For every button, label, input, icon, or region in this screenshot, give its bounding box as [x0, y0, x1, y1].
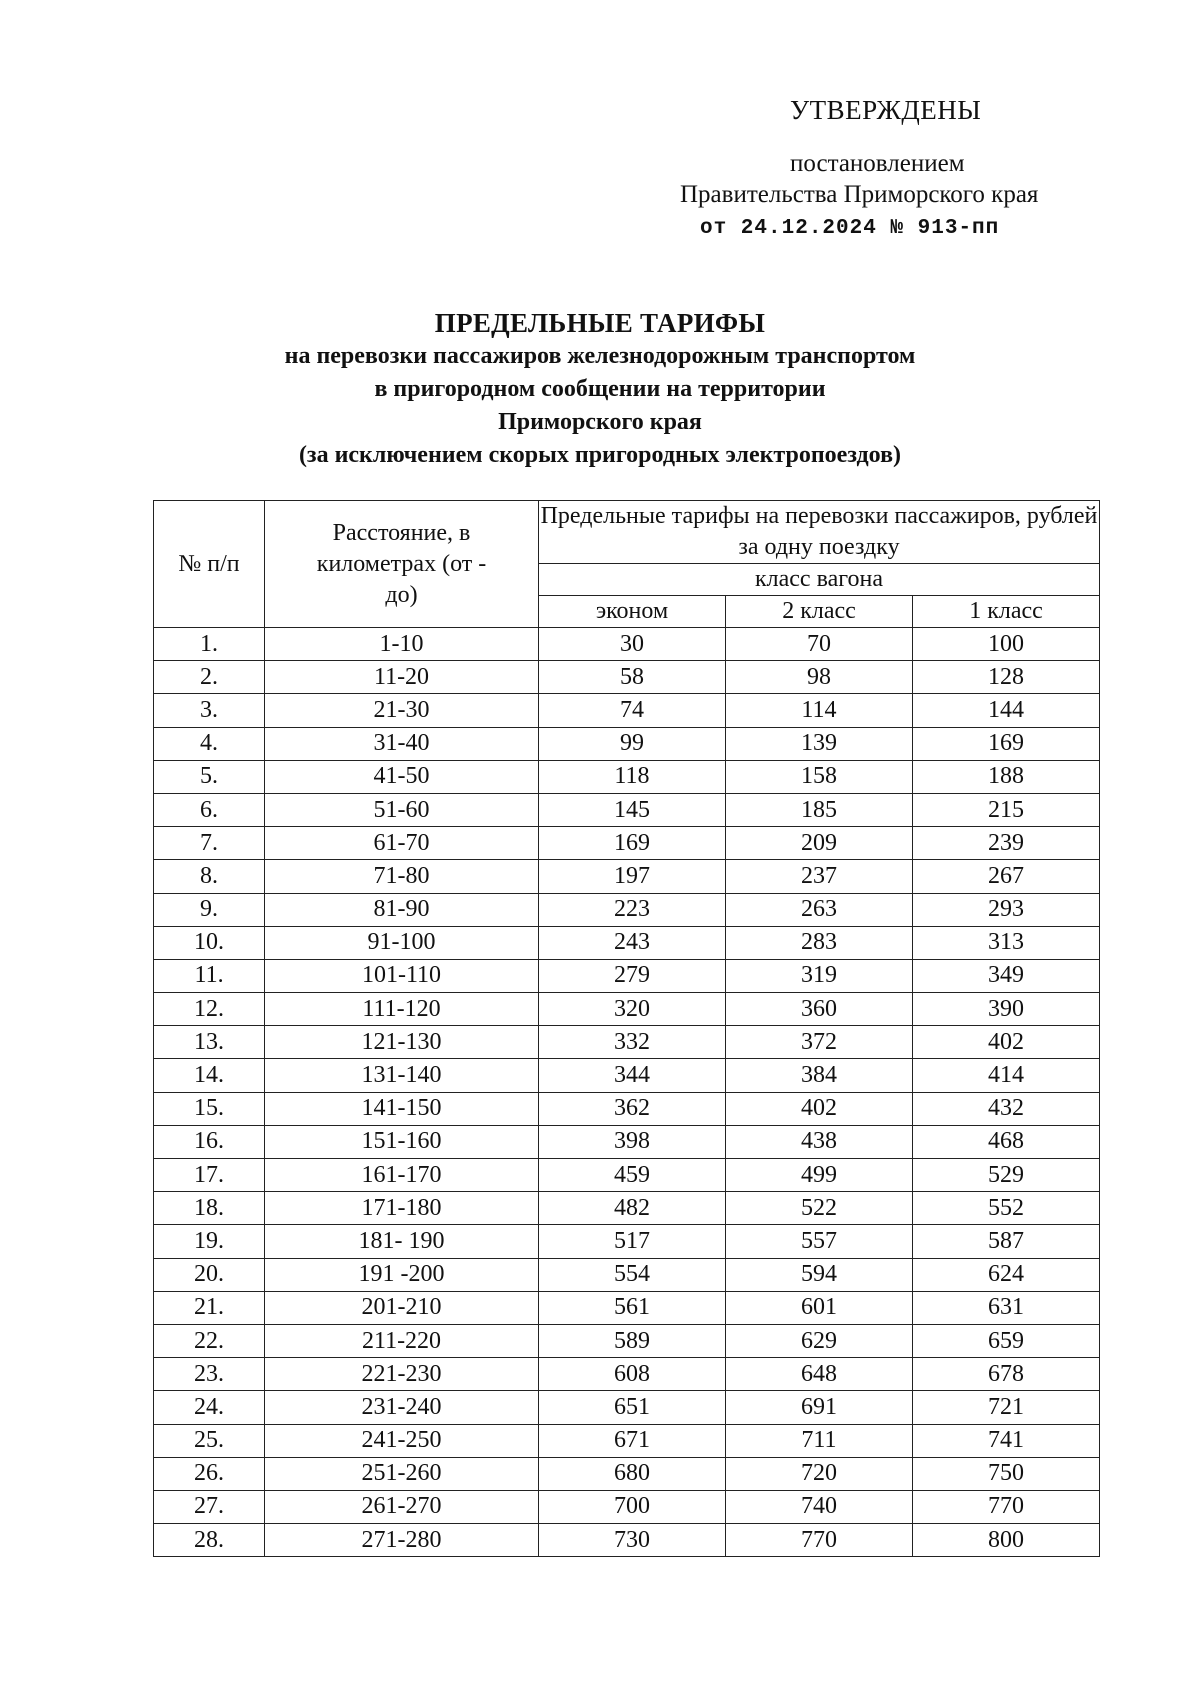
cell-distance: 91-100: [265, 926, 539, 959]
cell-class-1: 631: [912, 1291, 1099, 1324]
cell-econom: 517: [538, 1225, 725, 1258]
cell-class-2: 237: [725, 860, 912, 893]
cell-class-2: 319: [725, 959, 912, 992]
cell-row-number: 9.: [154, 893, 265, 926]
header-distance-text: Расстояние, в километрах (от - до): [316, 519, 487, 608]
cell-class-2: 139: [725, 727, 912, 760]
cell-econom: 362: [538, 1092, 725, 1125]
header-tariff-text: Предельные тарифы на перевозки пассажиров, рублей за одну поездку: [540, 503, 1098, 560]
cell-row-number: 7.: [154, 827, 265, 860]
table-row: [154, 1324, 1100, 1357]
table-row: [154, 1059, 1100, 1092]
cell-distance: 251-260: [265, 1457, 539, 1490]
table-row: [154, 628, 1100, 661]
cell-distance: 81-90: [265, 893, 539, 926]
cell-class-1: 770: [912, 1490, 1099, 1523]
header-class-2: 2 класс: [725, 596, 912, 628]
table-row: [154, 1424, 1100, 1457]
cell-row-number: 23.: [154, 1358, 265, 1391]
header-class-1: 1 класс: [912, 596, 1099, 628]
cell-econom: 651: [538, 1391, 725, 1424]
tariff-table: [153, 500, 1100, 1557]
cell-class-2: 720: [725, 1457, 912, 1490]
cell-distance: 201-210: [265, 1291, 539, 1324]
cell-class-1: 390: [912, 993, 1099, 1026]
cell-class-2: 522: [725, 1192, 912, 1225]
cell-class-1: 313: [912, 926, 1099, 959]
cell-distance: 231-240: [265, 1391, 539, 1424]
cell-class-2: 98: [725, 661, 912, 694]
table-row: [154, 959, 1100, 992]
table-row: [154, 1490, 1100, 1523]
table-row: [154, 1391, 1100, 1424]
table-row: [154, 1358, 1100, 1391]
cell-class-1: 587: [912, 1225, 1099, 1258]
cell-class-2: 499: [725, 1159, 912, 1192]
cell-row-number: 16.: [154, 1125, 265, 1158]
tariff-table-header: [154, 501, 1100, 628]
table-row: [154, 893, 1100, 926]
cell-econom: 671: [538, 1424, 725, 1457]
cell-class-1: 659: [912, 1324, 1099, 1357]
cell-distance: 211-220: [265, 1324, 539, 1357]
cell-class-1: 721: [912, 1391, 1099, 1424]
cell-class-1: 750: [912, 1457, 1099, 1490]
cell-distance: 171-180: [265, 1192, 539, 1225]
table-row: [154, 760, 1100, 793]
cell-distance: 271-280: [265, 1524, 539, 1557]
title-main: ПРЕДЕЛЬНЫЕ ТАРИФЫ: [434, 308, 766, 338]
cell-row-number: 22.: [154, 1324, 265, 1357]
cell-econom: 243: [538, 926, 725, 959]
cell-class-1: 215: [912, 793, 1099, 826]
cell-econom: 332: [538, 1026, 725, 1059]
cell-distance: 151-160: [265, 1125, 539, 1158]
cell-row-number: 12.: [154, 993, 265, 1026]
cell-class-1: 678: [912, 1358, 1099, 1391]
cell-class-2: 283: [725, 926, 912, 959]
cell-distance: 141-150: [265, 1092, 539, 1125]
table-row: [154, 1125, 1100, 1158]
table-row: [154, 694, 1100, 727]
cell-class-2: 711: [725, 1424, 912, 1457]
cell-distance: 41-50: [265, 760, 539, 793]
cell-row-number: 10.: [154, 926, 265, 959]
header-row-number: № п/п: [154, 501, 265, 628]
cell-distance: 121-130: [265, 1026, 539, 1059]
cell-row-number: 4.: [154, 727, 265, 760]
cell-class-1: 128: [912, 661, 1099, 694]
cell-econom: 145: [538, 793, 725, 826]
table-row: [154, 1225, 1100, 1258]
cell-class-2: 158: [725, 760, 912, 793]
cell-row-number: 5.: [154, 760, 265, 793]
cell-row-number: 25.: [154, 1424, 265, 1457]
cell-econom: 197: [538, 860, 725, 893]
tariff-table-body: [154, 628, 1100, 1557]
cell-row-number: 2.: [154, 661, 265, 694]
cell-row-number: 18.: [154, 1192, 265, 1225]
cell-class-2: 601: [725, 1291, 912, 1324]
approval-line-decree-type: постановлением: [790, 150, 965, 177]
cell-class-2: 691: [725, 1391, 912, 1424]
header-tariff: [538, 501, 1099, 564]
cell-econom: 700: [538, 1490, 725, 1523]
cell-econom: 589: [538, 1324, 725, 1357]
cell-class-2: 360: [725, 993, 912, 1026]
cell-class-2: 263: [725, 893, 912, 926]
cell-class-1: 468: [912, 1125, 1099, 1158]
cell-row-number: 6.: [154, 793, 265, 826]
cell-class-1: 349: [912, 959, 1099, 992]
cell-econom: 554: [538, 1258, 725, 1291]
cell-class-2: 648: [725, 1358, 912, 1391]
cell-distance: 71-80: [265, 860, 539, 893]
cell-class-1: 402: [912, 1026, 1099, 1059]
table-row: [154, 1192, 1100, 1225]
cell-class-1: 432: [912, 1092, 1099, 1125]
cell-row-number: 20.: [154, 1258, 265, 1291]
cell-distance: 131-140: [265, 1059, 539, 1092]
cell-econom: 118: [538, 760, 725, 793]
cell-class-2: 740: [725, 1490, 912, 1523]
cell-class-1: 624: [912, 1258, 1099, 1291]
cell-row-number: 21.: [154, 1291, 265, 1324]
cell-row-number: 3.: [154, 694, 265, 727]
cell-econom: 730: [538, 1524, 725, 1557]
cell-class-2: 209: [725, 827, 912, 860]
cell-distance: 31-40: [265, 727, 539, 760]
cell-econom: 58: [538, 661, 725, 694]
cell-econom: 561: [538, 1291, 725, 1324]
cell-row-number: 27.: [154, 1490, 265, 1523]
cell-distance: 21-30: [265, 694, 539, 727]
cell-class-2: 629: [725, 1324, 912, 1357]
title-line: в пригородном сообщении на территории: [374, 376, 826, 402]
cell-class-2: 70: [725, 628, 912, 661]
cell-row-number: 24.: [154, 1391, 265, 1424]
cell-row-number: 8.: [154, 860, 265, 893]
cell-class-1: 293: [912, 893, 1099, 926]
cell-class-1: 552: [912, 1192, 1099, 1225]
cell-econom: 30: [538, 628, 725, 661]
cell-distance: 241-250: [265, 1424, 539, 1457]
cell-econom: 608: [538, 1358, 725, 1391]
cell-class-2: 438: [725, 1125, 912, 1158]
cell-econom: 279: [538, 959, 725, 992]
cell-class-2: 770: [725, 1524, 912, 1557]
document-title: [100, 306, 1100, 472]
header-car-class: класс вагона: [538, 564, 1099, 596]
cell-class-2: 372: [725, 1026, 912, 1059]
cell-distance: 51-60: [265, 793, 539, 826]
table-row: [154, 993, 1100, 1026]
cell-distance: 221-230: [265, 1358, 539, 1391]
cell-distance: 181- 190: [265, 1225, 539, 1258]
cell-econom: 74: [538, 694, 725, 727]
cell-class-1: 188: [912, 760, 1099, 793]
cell-row-number: 11.: [154, 959, 265, 992]
cell-class-2: 557: [725, 1225, 912, 1258]
cell-row-number: 28.: [154, 1524, 265, 1557]
approval-line-authority: Правительства Приморского края: [680, 181, 1039, 208]
table-row: [154, 1092, 1100, 1125]
cell-row-number: 1.: [154, 628, 265, 661]
table-row: [154, 1258, 1100, 1291]
cell-econom: 223: [538, 893, 725, 926]
cell-row-number: 13.: [154, 1026, 265, 1059]
cell-econom: 680: [538, 1457, 725, 1490]
approval-decree-number: от 24.12.2024 № 913-пп: [700, 217, 1000, 240]
approval-heading: УТВЕРЖДЕНЫ: [790, 95, 982, 125]
table-row: [154, 926, 1100, 959]
header-econom: эконом: [538, 596, 725, 628]
cell-row-number: 17.: [154, 1159, 265, 1192]
cell-distance: 61-70: [265, 827, 539, 860]
table-row: [154, 1159, 1100, 1192]
cell-distance: 1-10: [265, 628, 539, 661]
table-row: [154, 793, 1100, 826]
cell-class-1: 239: [912, 827, 1099, 860]
cell-econom: 169: [538, 827, 725, 860]
cell-class-1: 800: [912, 1524, 1099, 1557]
cell-class-2: 384: [725, 1059, 912, 1092]
title-line: (за исключением скорых пригородных электропоездов): [298, 442, 902, 468]
cell-econom: 99: [538, 727, 725, 760]
cell-row-number: 19.: [154, 1225, 265, 1258]
cell-econom: 320: [538, 993, 725, 1026]
cell-class-1: 100: [912, 628, 1099, 661]
cell-row-number: 26.: [154, 1457, 265, 1490]
table-row: [154, 1457, 1100, 1490]
cell-class-1: 169: [912, 727, 1099, 760]
title-line: Приморского края: [498, 409, 702, 435]
cell-distance: 261-270: [265, 1490, 539, 1523]
table-row: [154, 661, 1100, 694]
cell-distance: 101-110: [265, 959, 539, 992]
cell-row-number: 15.: [154, 1092, 265, 1125]
cell-class-2: 594: [725, 1258, 912, 1291]
cell-econom: 459: [538, 1159, 725, 1192]
table-row: [154, 827, 1100, 860]
cell-econom: 398: [538, 1125, 725, 1158]
cell-class-2: 114: [725, 694, 912, 727]
table-row: [154, 1524, 1100, 1557]
table-row: [154, 1026, 1100, 1059]
cell-row-number: 14.: [154, 1059, 265, 1092]
cell-econom: 344: [538, 1059, 725, 1092]
header-distance: [265, 501, 539, 628]
cell-distance: 111-120: [265, 993, 539, 1026]
cell-distance: 191 -200: [265, 1258, 539, 1291]
cell-class-1: 414: [912, 1059, 1099, 1092]
table-row: [154, 860, 1100, 893]
table-row: [154, 727, 1100, 760]
table-row: [154, 1291, 1100, 1324]
cell-class-2: 185: [725, 793, 912, 826]
cell-econom: 482: [538, 1192, 725, 1225]
cell-class-1: 529: [912, 1159, 1099, 1192]
cell-distance: 11-20: [265, 661, 539, 694]
cell-class-1: 267: [912, 860, 1099, 893]
title-line: на перевозки пассажиров железнодорожным транспортом: [284, 343, 916, 369]
cell-class-1: 741: [912, 1424, 1099, 1457]
cell-class-1: 144: [912, 694, 1099, 727]
cell-class-2: 402: [725, 1092, 912, 1125]
cell-distance: 161-170: [265, 1159, 539, 1192]
